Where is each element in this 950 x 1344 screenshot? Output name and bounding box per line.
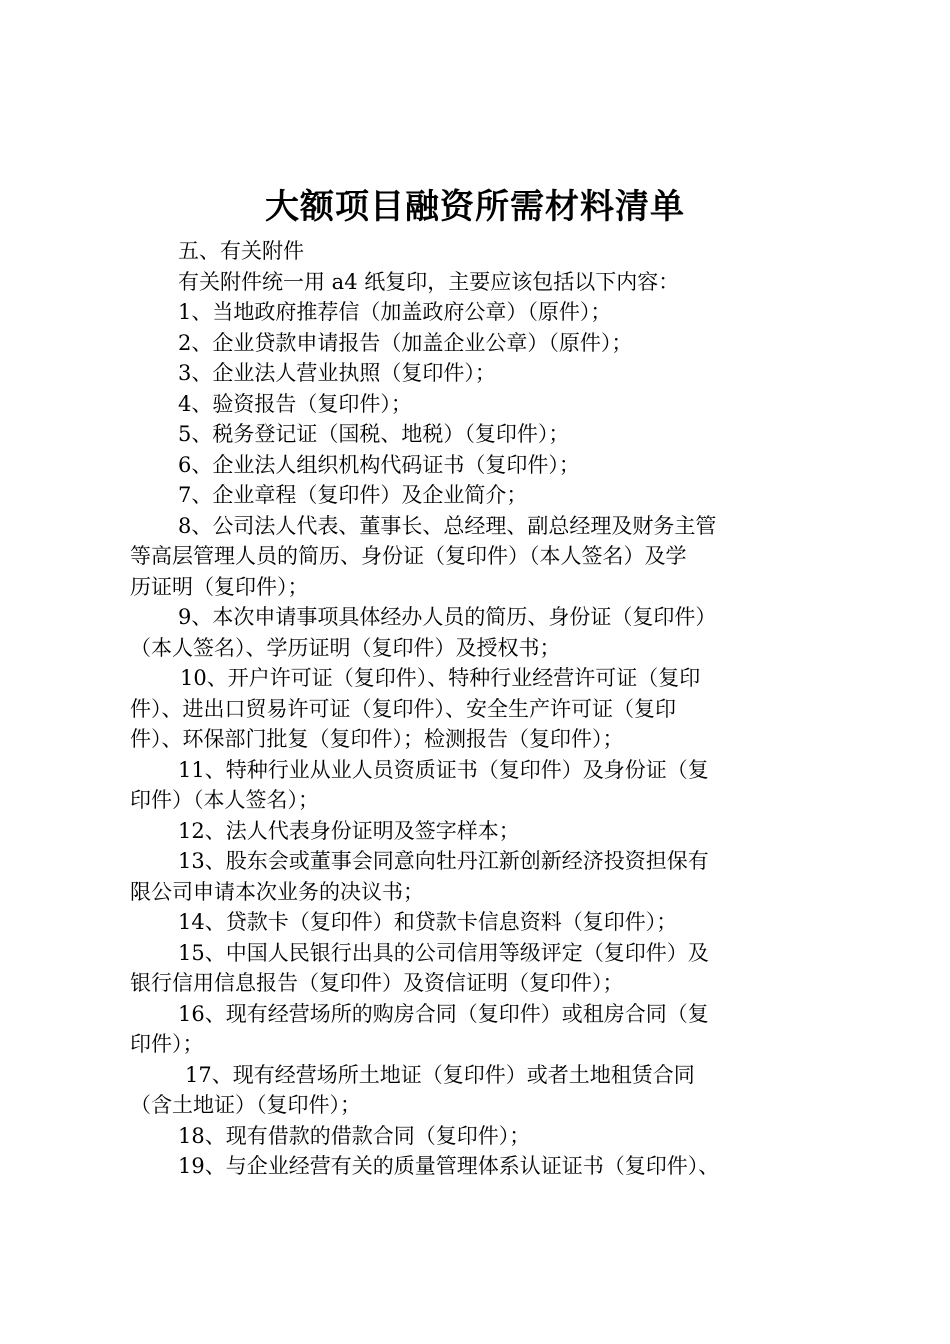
list-item-13-line-2: 限公司申请本次业务的决议书； xyxy=(130,879,424,904)
list-item-12: 12、法人代表身份证明及签字样本； xyxy=(178,818,520,843)
list-item-2: 2、企业贷款申请报告（加盖企业公章）（原件）； xyxy=(178,330,633,355)
list-item-11-line-1: 11、特种行业从业人员资质证书（复印件）及身份证（复 xyxy=(178,757,709,782)
list-item-1: 1、当地政府推荐信（加盖政府公章）（原件）； xyxy=(178,300,612,324)
list-item-17-line-1: 17、现有经营场所土地证（复印件）或者土地租赁合同 xyxy=(185,1062,695,1087)
list-item-14: 14、贷款卡（复印件）和贷款卡信息资料（复印件）； xyxy=(178,910,678,934)
list-item-15-line-2: 银行信用信息报告（复印件）及资信证明（复印件）； xyxy=(130,971,624,995)
section-heading: 五、有关附件 xyxy=(178,239,304,263)
list-item-15-line-1: 15、中国人民银行出具的公司信用等级评定（复印件）及 xyxy=(178,940,709,965)
list-item-9-line-1: 9、本次申请事项具体经办人员的简历、身份证（复印件） xyxy=(178,605,717,629)
list-item-9-line-2: （本人签名）、学历证明（复印件）及授权书； xyxy=(130,635,561,660)
list-item-10-line-1: 10、开户许可证（复印件）、特种行业经营许可证（复印 xyxy=(180,666,701,690)
list-item-4: 4、验资报告（复印件）； xyxy=(178,391,412,416)
list-item-10-line-2: 件）、进出口贸易许可证（复印件）、安全生产许可证（复印 xyxy=(130,696,676,721)
list-item-3: 3、企业法人营业执照（复印件）； xyxy=(178,361,496,385)
list-item-5: 5、税务登记证（国税、地税）（复印件）； xyxy=(178,422,570,446)
document-body xyxy=(130,236,830,1182)
list-item-19: 19、与企业经营有关的质量管理体系认证证书（复印件）、 xyxy=(178,1154,720,1178)
list-item-8-line-1: 8、公司法人代表、董事长、总经理、副总经理及财务主管 xyxy=(178,513,717,538)
intro-paragraph: 有关附件统一用 a4 纸复印，主要应该包括以下内容： xyxy=(178,269,680,294)
list-item-16-line-1: 16、现有经营场所的购房合同（复印件）或租房合同（复 xyxy=(178,1001,709,1026)
list-item-8-line-2: 等高层管理人员的简历、身份证（复印件）（本人签名）及学 xyxy=(130,544,687,568)
list-item-16-line-2: 印件）； xyxy=(130,1032,204,1056)
list-item-17-line-2: （含土地证）（复印件）； xyxy=(130,1093,361,1117)
list-item-7: 7、企业章程（复印件）及企业简介； xyxy=(178,483,528,507)
list-item-11-line-2: 印件）（本人签名）； xyxy=(130,788,319,812)
list-item-8-line-3: 历证明（复印件）； xyxy=(130,574,309,599)
list-item-13-line-1: 13、股东会或董事会同意向牡丹江新创新经济投资担保有 xyxy=(178,849,709,873)
document-title: 大额项目融资所需材料清单 xyxy=(265,187,685,227)
list-item-18: 18、现有借款的借款合同（复印件）； xyxy=(178,1123,531,1148)
list-item-6: 6、企业法人组织机构代码证书（复印件）； xyxy=(178,452,580,477)
list-item-10-line-3: 件）、环保部门批复（复印件）；检测报告（复印件）； xyxy=(130,727,624,751)
